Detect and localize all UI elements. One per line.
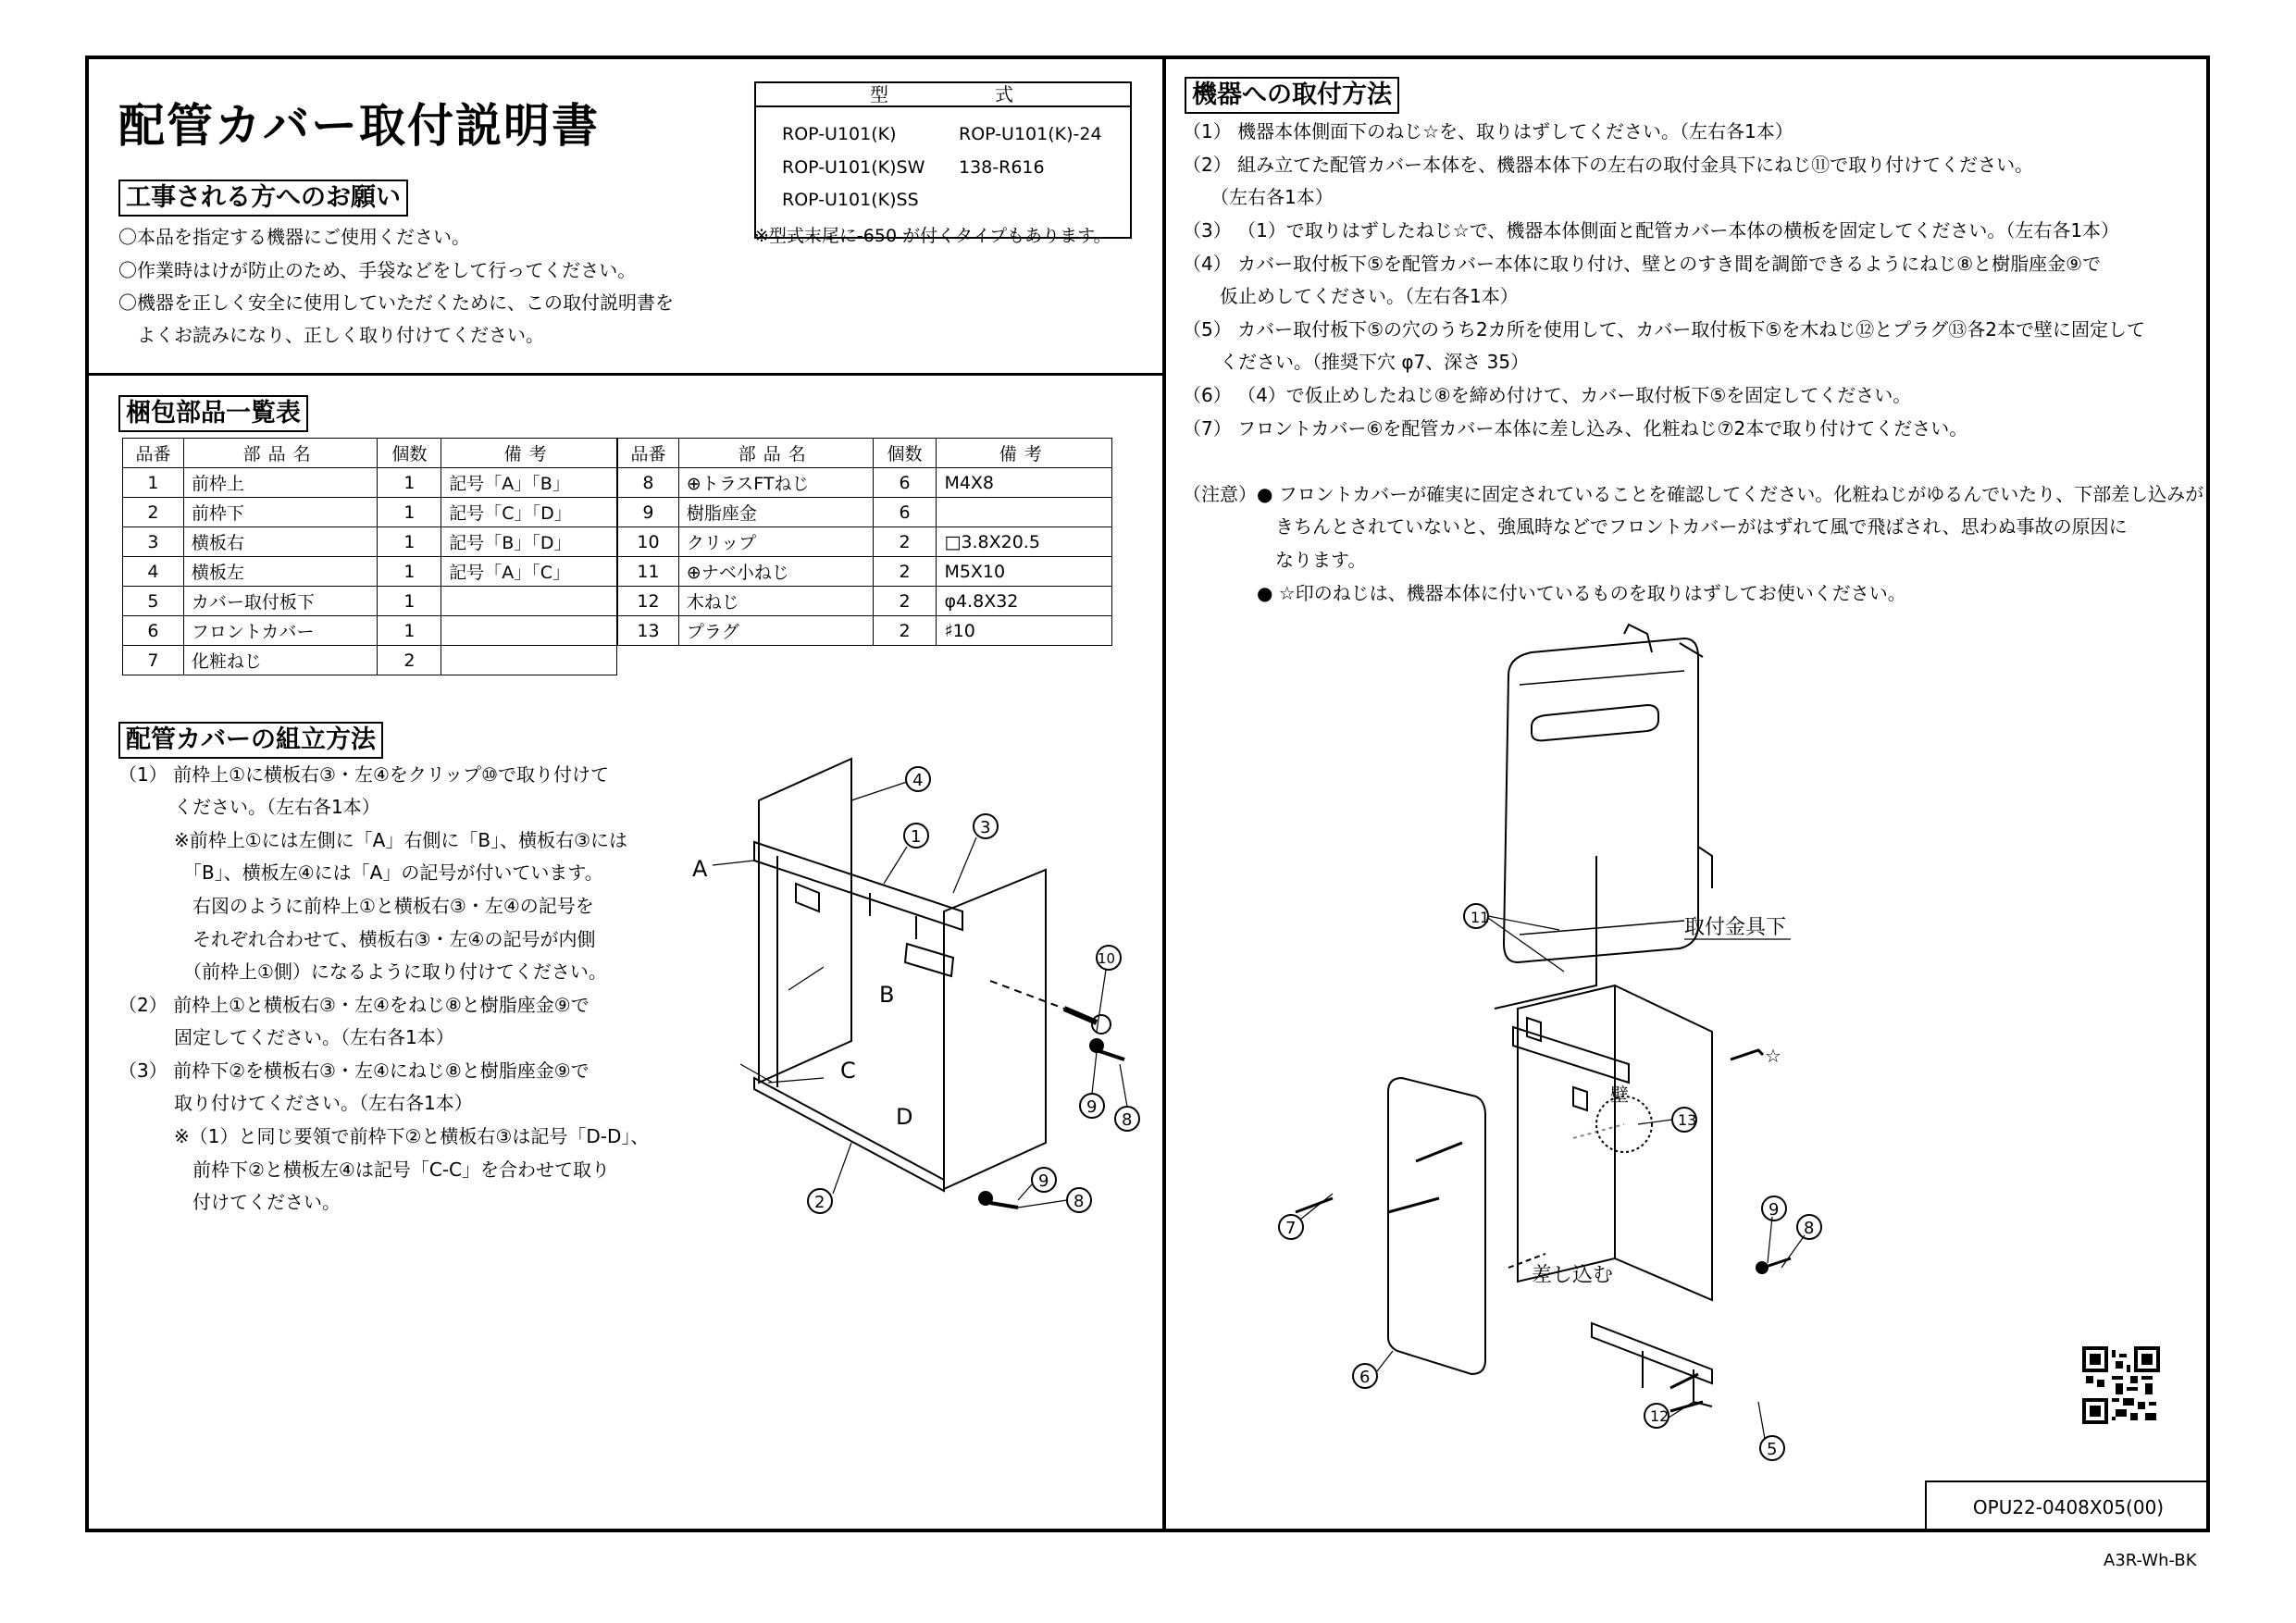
cell: 木ねじ — [678, 587, 873, 616]
callout-label: 5 — [1767, 1440, 1778, 1459]
col-header: 備考 — [937, 439, 1112, 468]
col-header: 品番 — [618, 439, 679, 468]
cell: 記号「B」「D」 — [441, 527, 617, 557]
assembly-line: 「B」、横板左④には「A」の記号が付いています。 — [118, 861, 603, 884]
qr-code-image — [2082, 1346, 2160, 1424]
table-row — [123, 587, 617, 616]
col-header: 個数 — [873, 439, 937, 468]
install-line: （6） （4）で仮止めしたねじ⑧を締め付けて、カバー取付板下⑤を固定してください。 — [1183, 384, 1912, 406]
cell: ⊕ナベ小ねじ — [678, 557, 873, 587]
install-line: （4） カバー取付板下⑤を配管カバー本体に取り付け、壁とのすき間を調節できるようにねじ⑧と樹脂座金⑨で — [1183, 253, 2102, 275]
front-frame-bottom — [754, 1078, 944, 1191]
cell: 1 — [378, 616, 441, 646]
assembly-line: それぞれ合わせて、横板右③・左④の記号が内側 — [118, 928, 596, 950]
cell: 記号「A」「C」 — [441, 557, 617, 587]
request-line: 〇機器を正しく安全に使用していただくために、この取付説明書を — [118, 291, 674, 314]
wall-label: 壁 — [1610, 1084, 1629, 1106]
callout-label: 13 — [1678, 1111, 1697, 1129]
assembly-line: 取り付けてください。（左右各1本） — [118, 1092, 473, 1114]
request-line: 〇作業時はけが防止のため、手袋などをして行ってください。 — [118, 259, 637, 281]
cell: 1 — [123, 468, 184, 498]
table-row — [618, 616, 1112, 646]
cell: プラグ — [678, 616, 873, 646]
install-line: 仮止めしてください。（左右各1本） — [1183, 285, 1519, 307]
table-header-row — [123, 439, 617, 468]
mark-label: B — [879, 982, 895, 1008]
cell: φ4.8X32 — [937, 587, 1112, 616]
washer — [1756, 1262, 1768, 1273]
install-line: （1） 機器本体側面下のねじ☆を、取りはずしてください。（左右各1本） — [1183, 120, 1793, 142]
screw-guide — [990, 981, 1064, 1009]
callout-label: 4 — [912, 771, 924, 790]
cell: 1 — [378, 587, 441, 616]
bracket-label: 取付金具下 — [1684, 916, 1787, 939]
cell: フロントカバー — [183, 616, 378, 646]
cell: 6 — [873, 498, 937, 527]
cell: 2 — [873, 587, 937, 616]
cell: 6 — [873, 468, 937, 498]
washer — [979, 1192, 992, 1205]
screw — [990, 1203, 1018, 1208]
cell: ♯10 — [937, 616, 1112, 646]
table-row — [123, 557, 617, 587]
assembly-line: （1） 前枠上①に横板右③・左④をクリップ⑩で取り付けて — [118, 763, 610, 786]
bracket — [796, 884, 819, 911]
cell: クリップ — [678, 527, 873, 557]
front-cover — [1388, 1078, 1485, 1374]
cell: 2 — [873, 557, 937, 587]
cell: □3.8X20.5 — [937, 527, 1112, 557]
callout-label: 9 — [1086, 1097, 1098, 1117]
col-header: 品番 — [123, 439, 184, 468]
side-panel-right — [944, 870, 1046, 1189]
table-row — [618, 527, 1112, 557]
col-header: 備考 — [441, 439, 617, 468]
assembly-line: （3） 前枠下②を横板右③・左④にねじ⑧と樹脂座金⑨で — [118, 1059, 590, 1082]
cell — [441, 646, 617, 675]
assembly-heading: 配管カバーの組立方法 — [118, 722, 383, 759]
callout-label: 10 — [1098, 950, 1116, 967]
assembly-line: 右図のように前枠上①と横板右③・左④の記号を — [118, 895, 594, 917]
install-line: ください。（推奨下穴 φ7、深さ 35） — [1183, 351, 1530, 373]
table-row — [618, 468, 1112, 498]
cell: 10 — [618, 527, 679, 557]
callout-label: 2 — [814, 1193, 825, 1212]
heater-vent — [1532, 705, 1658, 740]
star-label: ☆ — [1765, 1045, 1781, 1067]
model-cell: 138-R616 — [959, 157, 1045, 178]
cover-side-panel — [1518, 985, 1615, 1282]
water-heater-body — [1504, 638, 1698, 962]
cell — [441, 616, 617, 646]
model-cell: ROP-U101(K)SS — [782, 190, 919, 210]
cell: 1 — [378, 468, 441, 498]
assembly-line: 固定してください。（左右各1本） — [118, 1026, 454, 1048]
document-title: 配管カバー取付説明書 — [118, 99, 600, 153]
assembly-diagram — [685, 754, 1157, 1254]
cell: 6 — [123, 616, 184, 646]
col-header: 個数 — [378, 439, 441, 468]
cell: 樹脂座金 — [678, 498, 873, 527]
cell: 9 — [618, 498, 679, 527]
leader-line — [1300, 916, 1805, 1439]
model-header-right: 式 — [995, 83, 1013, 105]
cell: 1 — [378, 557, 441, 587]
install-line: （5） カバー取付板下⑤の穴のうち2カ所を使用して、カバー取付板下⑤を木ねじ⑫とプラグ⑬各2本で壁に固定して — [1183, 318, 2145, 341]
request-heading: 工事される方へのお願い — [118, 180, 408, 217]
cell: 8 — [618, 468, 679, 498]
wall-hatch — [1573, 1124, 1624, 1138]
footer-code: A3R-Wh-BK — [2104, 1551, 2197, 1570]
col-header: 部品名 — [183, 439, 378, 468]
cell: 2 — [873, 527, 937, 557]
left-section-divider — [85, 373, 1164, 376]
caution-line: ● ☆印のねじは、機器本体に付いているものを取りはずしてお使いください。 — [1183, 582, 1906, 604]
cell: 2 — [873, 616, 937, 646]
callout-label: 7 — [1285, 1219, 1297, 1238]
cell: 化粧ねじ — [183, 646, 378, 675]
cell: 前枠上 — [183, 468, 378, 498]
model-cell: ROP-U101(K) — [782, 124, 897, 144]
parts-heading: 梱包部品一覧表 — [118, 395, 308, 432]
front-frame-top — [754, 842, 962, 930]
cell: 記号「C」「D」 — [441, 498, 617, 527]
front-frame-top — [1513, 1027, 1629, 1083]
cell: 13 — [618, 616, 679, 646]
side-panel-left — [759, 759, 851, 1083]
callout-label: 8 — [1074, 1192, 1085, 1211]
cell — [441, 587, 617, 616]
assembly-line: ください。（左右各1本） — [118, 796, 380, 818]
cell: 7 — [123, 646, 184, 675]
cell: 記号「A」「B」 — [441, 468, 617, 498]
cell: 横板左 — [183, 557, 378, 587]
model-box-header — [754, 81, 1132, 107]
cell: 1 — [378, 498, 441, 527]
table-row — [123, 468, 617, 498]
cell: ⊕トラスFTねじ — [678, 468, 873, 498]
table-row — [123, 616, 617, 646]
callout-label: 8 — [1122, 1110, 1133, 1130]
document-code: OPU22-0408X05(00) — [1925, 1481, 2210, 1532]
parts-table-left — [122, 438, 617, 675]
callout-label: 11 — [1471, 909, 1490, 926]
assembly-line: （2） 前枠上①と横板右③・左④をねじ⑧と樹脂座金⑨で — [118, 994, 590, 1016]
callout-label: 9 — [1038, 1171, 1049, 1191]
callout-label: 3 — [980, 818, 991, 837]
install-line: （3） （1）で取りはずしたねじ☆で、機器本体側面と配管カバー本体の横板を固定してください。（左右各1本） — [1183, 219, 2120, 242]
cell: 11 — [618, 557, 679, 587]
install-heading: 機器への取付方法 — [1185, 77, 1399, 114]
table-row — [618, 557, 1112, 587]
callout-label: 6 — [1359, 1368, 1371, 1387]
request-line: よくお読みになり、正しく取り付けてください。 — [118, 324, 544, 346]
bracket — [905, 944, 953, 976]
leader-line — [713, 861, 824, 1083]
cosmetic-screw — [1296, 1143, 1462, 1212]
cell: 2 — [378, 646, 441, 675]
screw — [1097, 1050, 1124, 1059]
cell: 1 — [378, 527, 441, 557]
bracket — [1527, 1018, 1587, 1110]
model-cell: ROP-U101(K)-24 — [959, 124, 1102, 144]
table-header-row — [618, 439, 1112, 468]
col-header: 部品名 — [678, 439, 873, 468]
table-row — [123, 498, 617, 527]
cell: 横板右 — [183, 527, 378, 557]
cell: 前枠下 — [183, 498, 378, 527]
center-divider — [1162, 56, 1166, 1532]
assembly-line: 付けてください。 — [118, 1191, 341, 1213]
model-note: ※型式末尾に-650 が付くタイプもあります。 — [754, 226, 1111, 246]
installation-diagram — [1277, 620, 1943, 1499]
model-cell: ROP-U101(K)SW — [782, 157, 925, 178]
mark-label: A — [692, 856, 708, 882]
assembly-line: （前枠上①側）になるように取り付けてください。 — [118, 960, 607, 983]
star-screw — [1731, 1050, 1763, 1059]
table-row — [618, 498, 1112, 527]
caution-line: きちんとされていないと、強風時などでフロントカバーがはずれて風で飛ばされ、思わぬ事故の原因に — [1183, 515, 2128, 538]
cell: M5X10 — [937, 557, 1112, 587]
table-row — [123, 646, 617, 675]
caution-line: （注意）● フロントカバーが確実に固定されていることを確認してください。化粧ねじがゆるんでいたり、下部差し込みが — [1183, 483, 2204, 505]
parts-table-right — [617, 438, 1112, 646]
cell — [937, 498, 1112, 527]
cell: M4X8 — [937, 468, 1112, 498]
install-line: （2） 組み立てた配管カバー本体を、機器本体下の左右の取付金具下にねじ⑪で取り付けてください。 — [1183, 154, 2034, 176]
assembly-line: 前枠下②と横板左④は記号「C-C」を合わせて取り — [118, 1158, 611, 1181]
callout-label: 8 — [1804, 1219, 1815, 1238]
caution-line: なります。 — [1183, 549, 1367, 571]
table-row — [123, 527, 617, 557]
model-header-left: 型 — [870, 83, 888, 105]
install-line: （7） フロントカバー⑥を配管カバー本体に差し込み、化粧ねじ⑦2本で取り付けてください。 — [1183, 417, 1968, 440]
assembly-line: ※前枠上①には左側に「A」右側に「B」、横板右③には — [118, 829, 628, 851]
cell: 12 — [618, 587, 679, 616]
mark-label: D — [896, 1104, 913, 1130]
assembly-line: ※（1）と同じ要領で前枠下②と横板右③は記号「D-D」、 — [118, 1125, 650, 1147]
table-row — [618, 587, 1112, 616]
callout-label: 9 — [1769, 1200, 1780, 1220]
frame-edge — [759, 819, 777, 1087]
clip-tab — [870, 893, 916, 939]
cell: 3 — [123, 527, 184, 557]
cell: 2 — [123, 498, 184, 527]
request-line: 〇本品を指定する機器にご使用ください。 — [118, 226, 470, 248]
cell: 5 — [123, 587, 184, 616]
cell: 4 — [123, 557, 184, 587]
callout-label: 1 — [911, 827, 922, 847]
cell: カバー取付板下 — [183, 587, 378, 616]
install-line: （左右各1本） — [1183, 186, 1334, 208]
callout-label: 12 — [1650, 1407, 1669, 1425]
clip — [1064, 1009, 1097, 1022]
insert-label: 差し込む — [1532, 1264, 1614, 1287]
mark-label: C — [840, 1058, 856, 1084]
wood-screw — [1670, 1374, 1703, 1411]
